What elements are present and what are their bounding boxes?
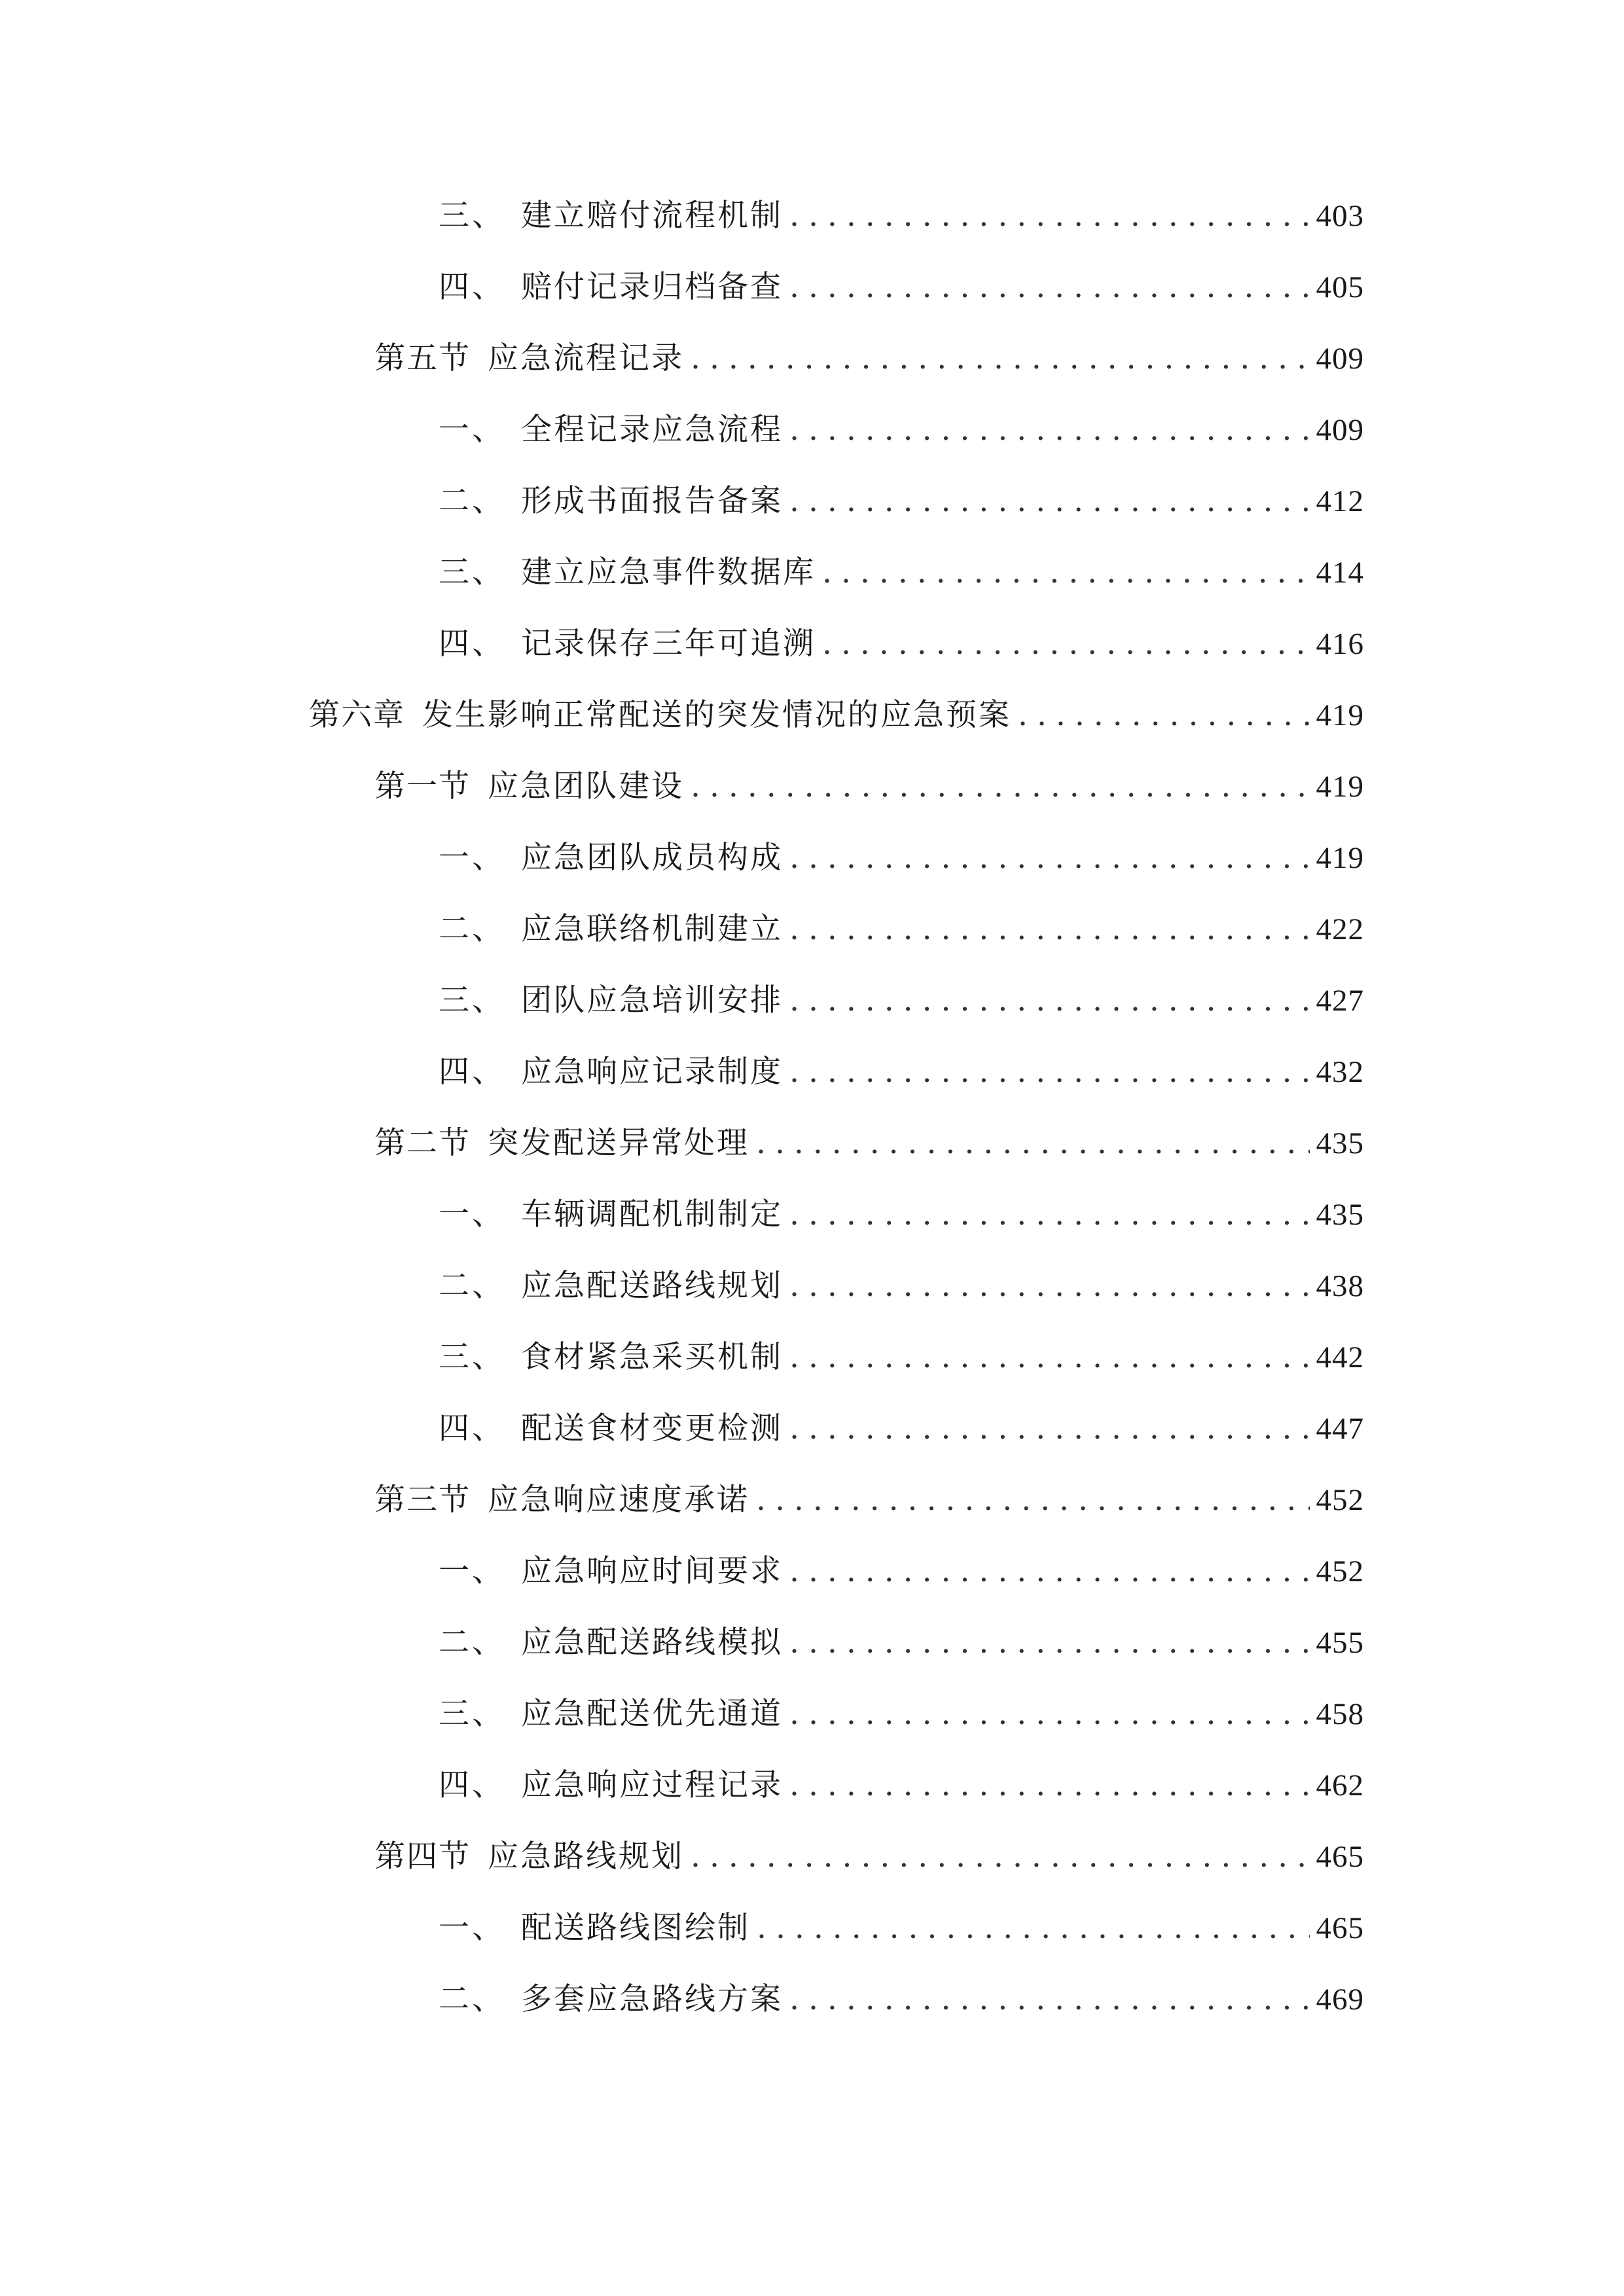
- dot-leader: [1018, 689, 1310, 742]
- toc-entry-page-number: 452: [1316, 1483, 1364, 1517]
- toc-entry-title: 应急流程记录: [488, 340, 684, 376]
- toc-entry-marker: 二、: [439, 1624, 505, 1660]
- toc-entry[interactable]: [374, 761, 1364, 813]
- toc-entry[interactable]: [439, 1331, 1364, 1384]
- toc-entry-marker: 二、: [439, 1981, 505, 2017]
- toc-entry-marker: 一、: [439, 840, 505, 876]
- toc-entry-page-number: 409: [1316, 413, 1364, 447]
- dot-leader: [789, 1617, 1310, 1669]
- toc-entry-title: 应急配送优先通道: [521, 1696, 783, 1732]
- dot-leader: [789, 404, 1310, 456]
- toc-entry-page-number: 435: [1316, 1198, 1364, 1232]
- toc-entry-page-number: 409: [1316, 342, 1364, 376]
- toc-entry[interactable]: [439, 832, 1364, 884]
- toc-entry[interactable]: [374, 1117, 1364, 1170]
- toc-entry-page-number: 452: [1316, 1554, 1364, 1588]
- toc-entry-title: 食材紧急采买机制: [521, 1339, 783, 1375]
- toc-entry-marker: 三、: [439, 1696, 505, 1732]
- toc-entry-title: 应急联络机制建立: [521, 911, 783, 947]
- toc-entry-marker: 第三节: [374, 1482, 471, 1518]
- toc-entry[interactable]: [439, 1189, 1364, 1241]
- dot-leader: [789, 190, 1310, 242]
- toc-entry[interactable]: [439, 190, 1364, 242]
- toc-entry[interactable]: [439, 903, 1364, 956]
- toc-entry-title: 形成书面报告备案: [521, 483, 783, 519]
- toc-entry-title: 应急配送路线规划: [521, 1268, 783, 1304]
- toc-entry-marker: 二、: [439, 483, 505, 519]
- dot-leader: [789, 1759, 1310, 1812]
- toc-entry[interactable]: [439, 618, 1364, 670]
- toc-entry-page-number: 432: [1316, 1055, 1364, 1089]
- dot-leader: [789, 1046, 1310, 1098]
- toc-entry[interactable]: [439, 1403, 1364, 1455]
- toc-entry-page-number: 447: [1316, 1412, 1364, 1446]
- dot-leader: [789, 903, 1310, 956]
- toc-entry-marker: 一、: [439, 1196, 505, 1232]
- toc-entry-page-number: 465: [1316, 1911, 1364, 1945]
- toc-entry-title: 多套应急路线方案: [521, 1981, 783, 2017]
- toc-entry[interactable]: [439, 547, 1364, 599]
- toc-entry-marker: 三、: [439, 1339, 505, 1375]
- toc-entry[interactable]: [439, 404, 1364, 456]
- toc-entry-page-number: 419: [1316, 698, 1364, 732]
- toc-entry-marker: 第四节: [374, 1839, 471, 1874]
- toc-entry[interactable]: [439, 1046, 1364, 1098]
- toc-entry-title: 全程记录应急流程: [521, 412, 783, 448]
- toc-entry-marker: 一、: [439, 1553, 505, 1589]
- toc-entry-marker: 四、: [439, 1054, 505, 1090]
- toc-entry-chapter[interactable]: [309, 689, 1364, 742]
- toc-entry-page-number: 414: [1316, 556, 1364, 590]
- toc-entry[interactable]: [374, 1831, 1364, 1883]
- dot-leader: [822, 618, 1310, 670]
- toc-entry-title: 应急配送路线模拟: [521, 1624, 783, 1660]
- toc-entry-page-number: 438: [1316, 1269, 1364, 1303]
- toc-entry-title: 应急响应记录制度: [521, 1054, 783, 1090]
- toc-entry-page-number: 462: [1316, 1768, 1364, 1803]
- toc-entry[interactable]: [439, 1759, 1364, 1812]
- toc-entry-page-number: 405: [1316, 270, 1364, 304]
- dot-leader: [789, 475, 1310, 528]
- toc-entry-page-number: 403: [1316, 199, 1364, 233]
- dot-leader: [789, 975, 1310, 1027]
- toc-entry-title: 团队应急培训安排: [521, 982, 783, 1018]
- toc-entry-title: 赔付记录归档备查: [521, 269, 783, 305]
- toc-entry[interactable]: [439, 1545, 1364, 1598]
- toc-entry-title: 建立应急事件数据库: [521, 554, 816, 590]
- toc-entry-marker: 第六章: [309, 697, 405, 733]
- toc-entry-marker: 一、: [439, 412, 505, 448]
- dot-leader: [789, 1403, 1310, 1455]
- dot-leader: [789, 832, 1310, 884]
- dot-leader: [757, 1902, 1310, 1954]
- toc-entry[interactable]: [439, 1902, 1364, 1954]
- toc-entry-marker: 四、: [439, 1410, 505, 1446]
- toc-entry-marker: 四、: [439, 269, 505, 305]
- toc-entry-title: 配送路线图绘制: [521, 1910, 750, 1946]
- toc-entry-marker: 第二节: [374, 1125, 471, 1161]
- toc-entry-page-number: 416: [1316, 627, 1364, 661]
- toc-entry-page-number: 419: [1316, 841, 1364, 875]
- toc-entry-title: 应急团队成员构成: [521, 840, 783, 876]
- dot-leader: [789, 1545, 1310, 1598]
- dot-leader: [691, 332, 1310, 385]
- toc-entry-page-number: 442: [1316, 1340, 1364, 1374]
- toc-entry-marker: 四、: [439, 1767, 505, 1803]
- toc-entry-title: 突发配送异常处理: [488, 1125, 749, 1161]
- toc-entry-marker: 三、: [439, 554, 505, 590]
- toc-entry-marker: 一、: [439, 1910, 505, 1946]
- toc-entry-marker: 四、: [439, 626, 505, 662]
- dot-leader: [756, 1117, 1310, 1170]
- toc-entry[interactable]: [374, 332, 1364, 385]
- toc-entry-page-number: 419: [1316, 770, 1364, 804]
- toc-entry-page-number: 458: [1316, 1697, 1364, 1731]
- dot-leader: [822, 547, 1310, 599]
- toc-entry-title: 应急响应过程记录: [521, 1767, 783, 1803]
- toc-entry-marker: 第一节: [374, 768, 471, 804]
- toc-entry-marker: 三、: [439, 198, 505, 234]
- toc-entry-marker: 第五节: [374, 340, 471, 376]
- toc-entry-title: 应急团队建设: [488, 768, 684, 804]
- dot-leader: [789, 1688, 1310, 1740]
- dot-leader: [789, 1189, 1310, 1241]
- dot-leader: [691, 761, 1310, 813]
- toc-entry-title: 建立赔付流程机制: [521, 198, 783, 234]
- toc-entry-page-number: 465: [1316, 1840, 1364, 1874]
- dot-leader: [789, 261, 1310, 314]
- toc-entry-page-number: 435: [1316, 1126, 1364, 1160]
- toc-entry[interactable]: [439, 1260, 1364, 1312]
- toc-entry-page-number: 427: [1316, 984, 1364, 1018]
- toc-entry-title: 记录保存三年可追溯: [521, 626, 816, 662]
- toc-entry[interactable]: [374, 1474, 1364, 1526]
- toc-entry[interactable]: [439, 1617, 1364, 1669]
- toc-entry-title: 配送食材变更检测: [521, 1410, 783, 1446]
- toc-entry-marker: 三、: [439, 982, 505, 1018]
- toc-entry-title: 应急路线规划: [488, 1839, 684, 1874]
- dot-leader: [756, 1474, 1310, 1526]
- toc-entry-title: 车辆调配机制制定: [521, 1196, 783, 1232]
- toc-entry-title: 发生影响正常配送的突发情况的应急预案: [422, 697, 1011, 733]
- toc-entry-page-number: 455: [1316, 1626, 1364, 1660]
- toc-entry-page-number: 469: [1316, 1982, 1364, 2017]
- toc-entry[interactable]: [439, 1973, 1364, 2026]
- dot-leader: [789, 1331, 1310, 1384]
- toc-entry-title: 应急响应时间要求: [521, 1553, 783, 1589]
- dot-leader: [691, 1831, 1310, 1883]
- dot-leader: [789, 1260, 1310, 1312]
- toc-entry-page-number: 422: [1316, 912, 1364, 946]
- toc-entry-title: 应急响应速度承诺: [488, 1482, 749, 1518]
- toc-entry-marker: 二、: [439, 911, 505, 947]
- toc-entry-marker: 二、: [439, 1268, 505, 1304]
- toc-entry[interactable]: [439, 475, 1364, 528]
- toc-entry[interactable]: [439, 261, 1364, 314]
- toc-entry-page-number: 412: [1316, 484, 1364, 518]
- dot-leader: [789, 1973, 1310, 2026]
- toc-entry[interactable]: [439, 1688, 1364, 1740]
- toc-entry[interactable]: [439, 975, 1364, 1027]
